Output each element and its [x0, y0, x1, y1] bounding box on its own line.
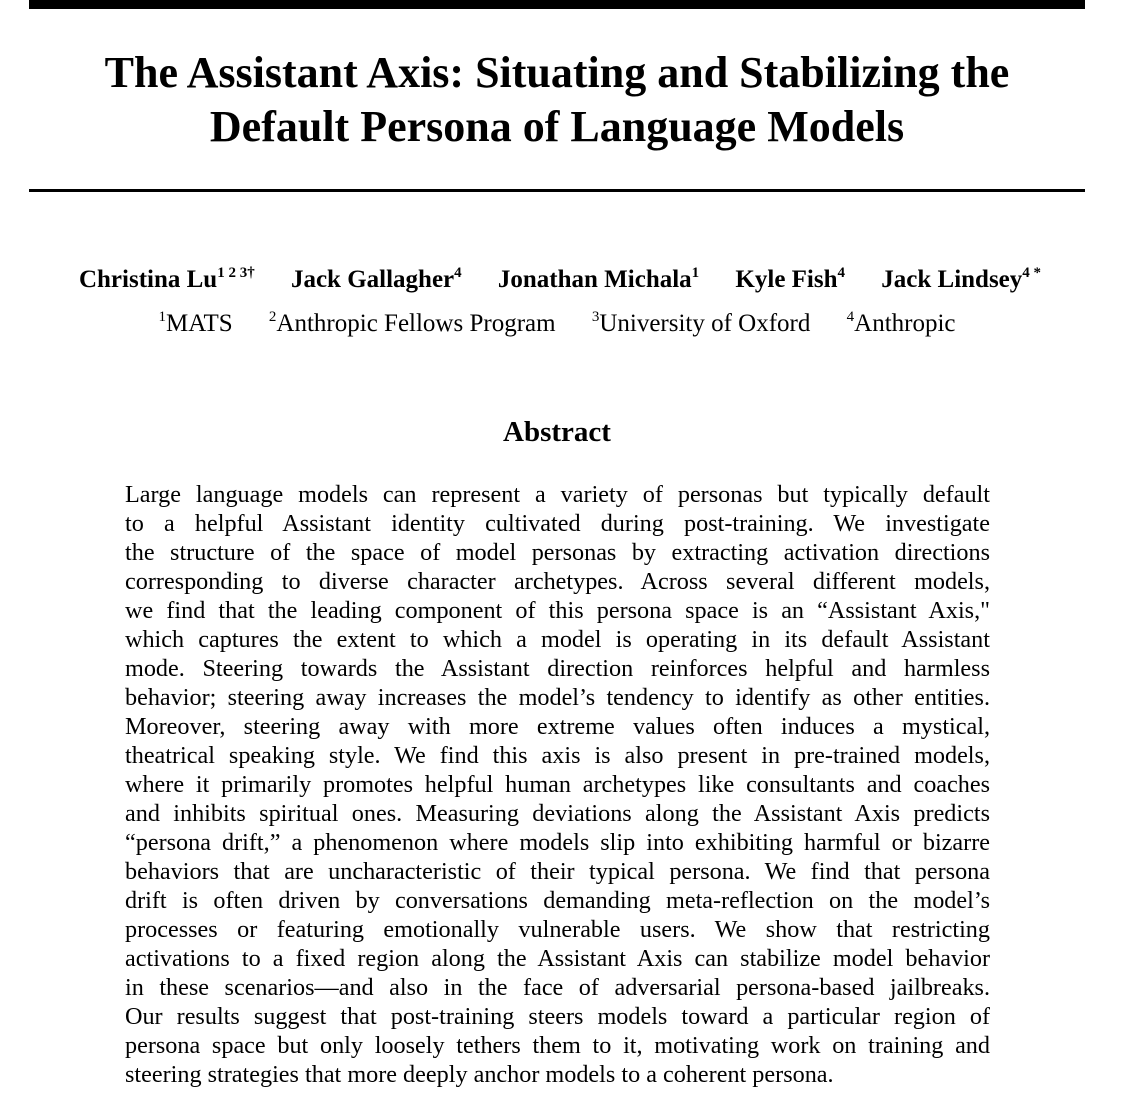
abstract-body	[125, 480, 990, 1089]
affiliation-mats	[158, 307, 232, 341]
abstract-line: activations to a fixed region along the Assistant Axis can stabilize model behavior	[125, 945, 990, 972]
abstract-line: which captures the extent to which a model is operating in its default Assistant	[125, 626, 990, 653]
abstract-line: mode. Steering towards the Assistant direction reinforces helpful and harmless	[125, 655, 990, 682]
title-bottom-rule	[29, 189, 1085, 192]
abstract-line: theatrical speaking style. We find this axis is also present in pre-trained models,	[125, 742, 990, 769]
affiliation-list	[0, 307, 1114, 341]
author-christina-lu	[79, 263, 255, 297]
author-marks: 4	[454, 265, 462, 281]
author-kyle-fish	[735, 263, 845, 297]
affiliation-number: 4	[846, 309, 855, 325]
abstract-line: Moreover, steering away with more extreme values often induces a mystical,	[125, 713, 990, 740]
abstract-line: steering strategies that more deeply anchor models to a coherent persona.	[125, 1061, 834, 1088]
affiliation-oxford	[592, 307, 811, 341]
abstract-line: and inhibits spiritual ones. Measuring deviations along the Assistant Axis predicts	[125, 800, 990, 827]
author-jack-gallagher	[291, 263, 462, 297]
affiliation-name: Anthropic	[854, 310, 956, 337]
author-name: Jonathan Michala	[497, 266, 692, 293]
affiliation-name: Anthropic Fellows Program	[276, 310, 556, 337]
abstract-line: behaviors that are uncharacteristic of their typical persona. We find that persona	[125, 858, 990, 885]
abstract-line: the structure of the space of model personas by extracting activation directions	[125, 539, 990, 566]
abstract-line: we find that the leading component of this persona space is an “Assistant Axis,"	[125, 597, 990, 624]
author-jonathan-michala	[498, 263, 699, 297]
author-name: Kyle Fish	[735, 266, 838, 293]
affiliation-anthropic	[847, 307, 956, 341]
affiliation-name: MATS	[165, 310, 233, 337]
author-marks: 1 2 3†	[217, 265, 255, 281]
abstract-line: corresponding to diverse character archetypes. Across several different models,	[125, 568, 990, 595]
abstract-line: Our results suggest that post-training steers models toward a particular region of	[125, 1003, 990, 1030]
author-name: Christina Lu	[78, 266, 218, 293]
author-jack-lindsey	[881, 263, 1041, 297]
abstract-line: Large language models can represent a variety of personas but typically default	[125, 481, 990, 508]
abstract-line: to a helpful Assistant identity cultivated during post-training. We investigate	[125, 510, 990, 537]
abstract-line: drift is often driven by conversations demanding meta-reflection on the model’s	[125, 887, 990, 914]
affiliation-number: 2	[268, 309, 277, 325]
author-marks: 1	[691, 265, 700, 281]
abstract-line: in these scenarios—and also in the face of adversarial persona-based jailbreaks.	[125, 974, 990, 1001]
affiliation-number: 3	[591, 309, 600, 325]
author-name: Jack Gallagher	[290, 266, 455, 293]
abstract-line: behavior; steering away increases the model’s tendency to identify as other entities.	[125, 684, 990, 711]
author-name: Jack Lindsey	[881, 266, 1023, 293]
author-marks: 4	[837, 265, 846, 281]
affiliation-number: 1	[158, 309, 166, 325]
title-top-rule	[29, 0, 1085, 9]
paper-title-line-2: Default Persona of Language Models	[209, 102, 905, 151]
abstract-line: processes or featuring emotionally vulnerable users. We show that restricting	[125, 916, 990, 943]
abstract-line: where it primarily promotes helpful human archetypes like consultants and coaches	[125, 771, 990, 798]
affiliation-name: University of Oxford	[599, 310, 811, 337]
author-marks: 4 *	[1022, 265, 1042, 281]
paper-title-line-1: The Assistant Axis: Situating and Stabilizing the	[104, 48, 1010, 97]
abstract-heading: Abstract	[503, 416, 611, 448]
affiliation-anthropic-fellows	[269, 307, 556, 341]
paper-title	[29, 46, 1085, 154]
author-list	[0, 263, 1120, 297]
abstract-line: “persona drift,” a phenomenon where models slip into exhibiting harmful or bizarre	[125, 829, 990, 856]
abstract-line: persona space but only loosely tethers them to it, motivating work on training and	[125, 1032, 990, 1059]
